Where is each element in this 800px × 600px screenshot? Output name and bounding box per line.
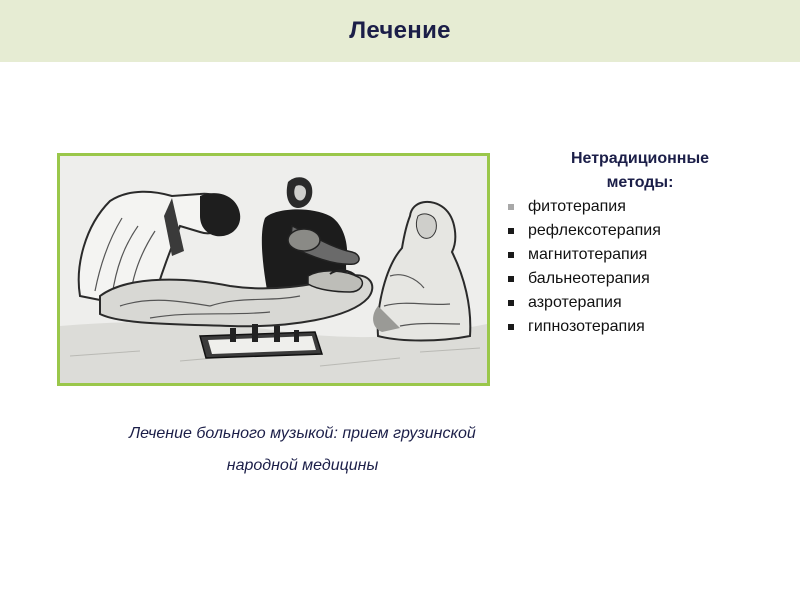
illustration-drawing xyxy=(60,156,487,383)
methods-heading xyxy=(500,147,780,195)
list-item xyxy=(500,315,800,339)
methods-list xyxy=(500,195,800,339)
list-item xyxy=(500,195,800,219)
methods-heading-line2: методы: xyxy=(606,174,674,191)
list-item xyxy=(500,267,800,291)
method-label: фитотерапия xyxy=(528,198,626,215)
list-item xyxy=(500,243,800,267)
square-bullet-icon xyxy=(508,204,514,210)
methods-panel xyxy=(500,147,800,339)
caption-line2: народной медицины xyxy=(226,457,379,474)
title-bar xyxy=(0,0,800,62)
slide-title: Лечение xyxy=(349,17,451,44)
square-bullet-icon xyxy=(508,252,514,258)
method-label: азротерапия xyxy=(528,294,622,311)
illustration-frame xyxy=(57,153,490,386)
list-item xyxy=(500,291,800,315)
square-bullet-icon xyxy=(508,228,514,234)
method-label: магнитотерапия xyxy=(528,246,648,263)
method-label: бальнеотерапия xyxy=(528,270,650,287)
list-item xyxy=(500,219,800,243)
methods-heading-line1: Нетрадиционные xyxy=(570,150,710,167)
method-label: рефлексотерапия xyxy=(528,222,661,239)
method-label: гипнозотерапия xyxy=(528,318,645,335)
square-bullet-icon xyxy=(508,324,514,330)
caption-line1: Лечение больного музыкой: прием грузинской xyxy=(129,425,476,442)
illustration-caption xyxy=(40,418,565,482)
square-bullet-icon xyxy=(508,276,514,282)
square-bullet-icon xyxy=(508,300,514,306)
